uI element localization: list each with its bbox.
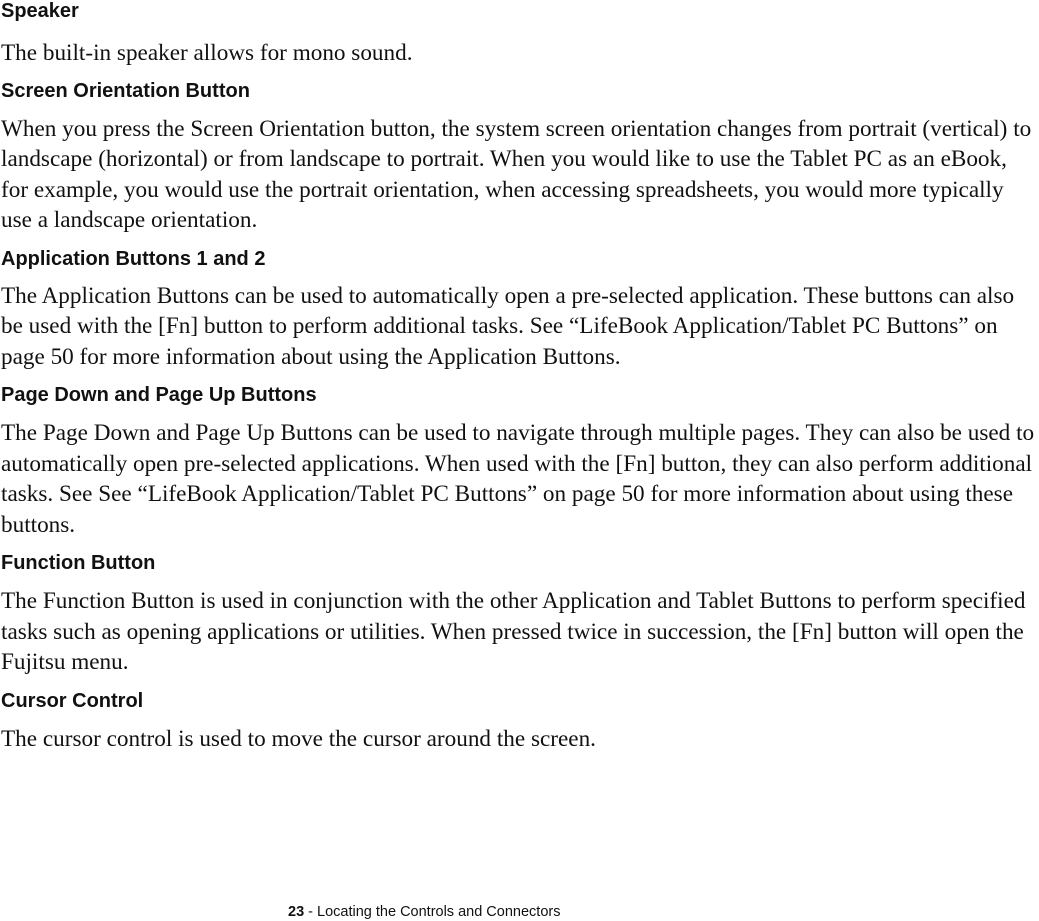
section-paragraph: The Function Button is used in conjunction with the other Application and Tablet Buttons to perform specified tasks such as opening applications or utilities. When pressed twice in succession, the [Fn] button will open the Fujitsu menu. bbox=[1, 588, 1026, 675]
section-screen-orientation-button bbox=[1, 80, 1039, 236]
section-paragraph: The Application Buttons can be used to automatically open a pre-selected application. These buttons can also be used with the [Fn] button to perform additional tasks. See “LifeBook Application/Tablet PC Buttons” on page 50 for more information about using the Application Buttons. bbox=[1, 282, 1015, 370]
section-page-down-page-up-buttons bbox=[1, 384, 1039, 540]
page-content bbox=[1, 0, 1039, 754]
section-paragraph: When you press the Screen Orientation button, the system screen orientation changes from portrait (vertical) to landscape (horizontal) or from landscape to portrait. When you would like to use the Tablet PC as an eBook, for example, you would use the portrait orientation, when accessing spreadsheets, you would more typically use a landscape orientation. bbox=[1, 115, 1032, 233]
section-paragraph: The cursor control is used to move the cursor around the screen. bbox=[1, 725, 596, 752]
section-speaker bbox=[1, 0, 1039, 69]
section-application-buttons bbox=[1, 248, 1039, 373]
section-heading: Speaker bbox=[1, 0, 79, 22]
page-footer bbox=[288, 903, 560, 921]
page-number: 23 bbox=[288, 904, 305, 920]
section-heading: Screen Orientation Button bbox=[1, 79, 250, 102]
section-heading: Page Down and Page Up Buttons bbox=[1, 384, 317, 406]
footer-separator: - bbox=[304, 904, 318, 920]
section-cursor-control bbox=[1, 690, 1039, 755]
section-heading: Cursor Control bbox=[1, 689, 144, 712]
section-function-button bbox=[1, 552, 1039, 678]
section-heading: Function Button bbox=[1, 552, 156, 574]
section-heading: Application Buttons 1 and 2 bbox=[1, 247, 266, 270]
section-paragraph: The built-in speaker allows for mono sound. bbox=[1, 40, 413, 66]
section-paragraph: The Page Down and Page Up Buttons can be used to navigate through multiple pages. They can also be used to automatically open pre-selected applications. When used with the [Fn] button, they can also perform additional tasks. See See “LifeBook Application/Tablet PC Buttons” on page 50 for more information about using these buttons. bbox=[1, 420, 1035, 538]
footer-section-title: Locating the Controls and Connectors bbox=[317, 904, 561, 920]
